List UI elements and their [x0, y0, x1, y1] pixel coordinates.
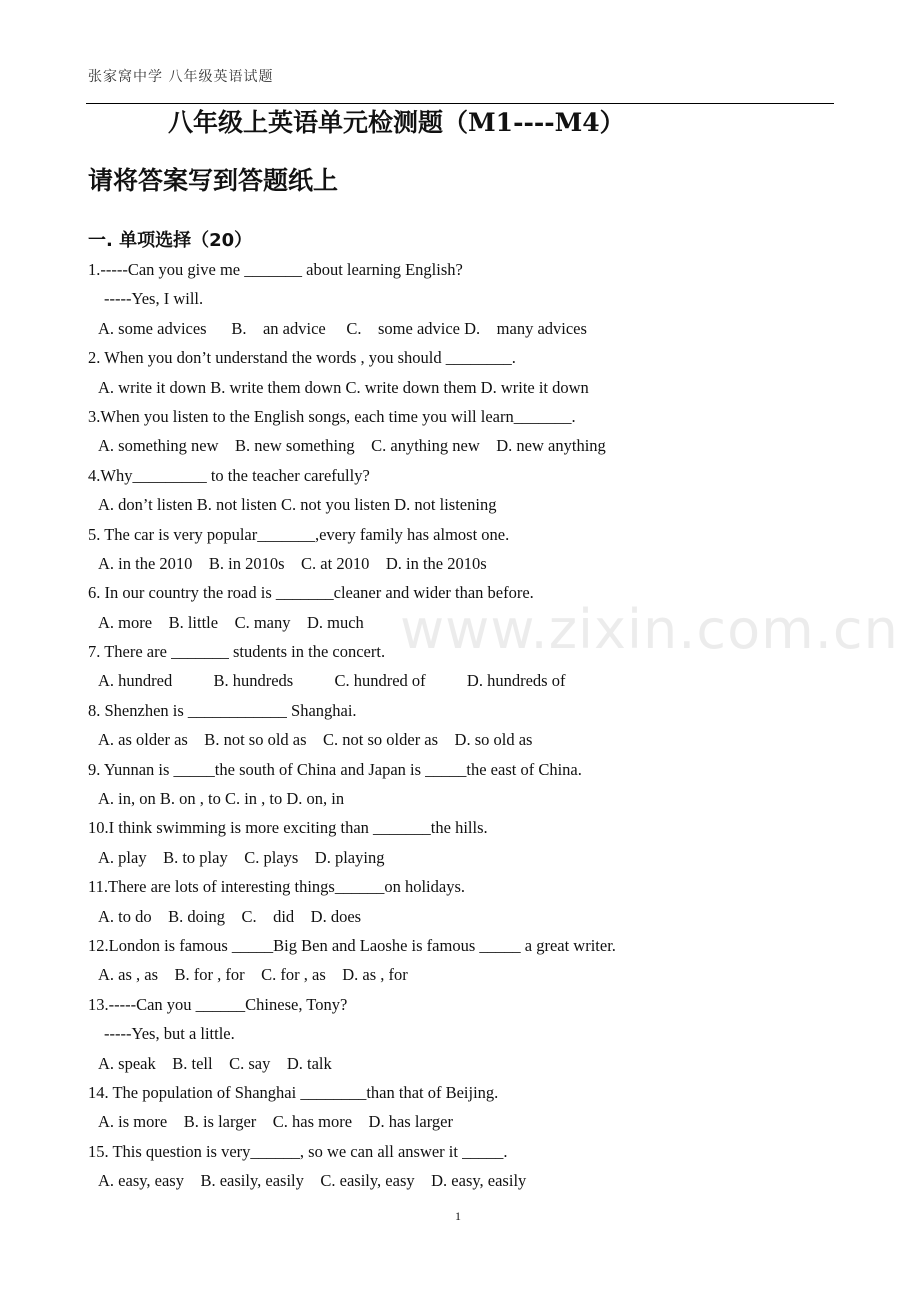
- question-text: 9. Yunnan is _____the south of China and Japan is _____the east of China.: [88, 759, 582, 779]
- answer-options: A. as older as B. not so old as C. not so older as D. so old as: [98, 730, 533, 750]
- question-text: 2. When you don’t understand the words , you should ________.: [88, 348, 516, 368]
- question-text: 6. In our country the road is _______cleaner and wider than before.: [88, 583, 534, 603]
- question-text: 4.Why_________ to the teacher carefully?: [88, 465, 370, 485]
- question-list: [88, 255, 848, 1196]
- answer-options: A. some advices B. an advice C. some advice D. many advices: [98, 318, 587, 338]
- answer-options: A. as , as B. for , for C. for , as D. as , for: [98, 965, 408, 985]
- question-text: 13.-----Can you ______Chinese, Tony?: [88, 994, 348, 1014]
- question-text: 5. The car is very popular_______,every family has almost one.: [88, 524, 510, 544]
- question-text: 1.-----Can you give me _______ about learning English?: [88, 260, 463, 279]
- question-text: 10.I think swimming is more exciting than _______the hills.: [88, 818, 488, 838]
- page-header: 张家窝中学 八年级英语试题: [88, 69, 274, 85]
- answer-options: A. is more B. is larger C. has more D. has larger: [98, 1112, 453, 1132]
- page-title: 八年级上英语单元检测题（M1----M4）: [168, 108, 625, 137]
- question-text: 14. The population of Shanghai ________than that of Beijing.: [88, 1082, 499, 1102]
- question-text: 8. Shenzhen is ____________ Shanghai.: [88, 700, 357, 720]
- watermark: www.zixin.com.cn: [400, 598, 899, 661]
- question-text: 7. There are _______ students in the concert.: [88, 642, 386, 662]
- answer-options: A. more B. little C. many D. much: [98, 612, 364, 632]
- question-text: 3.When you listen to the English songs, each time you will learn_______.: [88, 406, 576, 426]
- answer-options: A. speak B. tell C. say D. talk: [98, 1053, 332, 1073]
- page-number: 1: [455, 1209, 461, 1223]
- answer-options: A. in, on B. on , to C. in , to D. on, in: [98, 789, 345, 809]
- answer-options: A. hundred B. hundreds C. hundred of D. hundreds of: [98, 671, 566, 691]
- section-heading: 一. 单项选择（20）: [88, 230, 253, 251]
- answer-instruction: 请将答案写到答题纸上: [88, 166, 339, 195]
- question-text: 11.There are lots of interesting things______on holidays.: [88, 877, 465, 897]
- answer-options: A. to do B. doing C. did D. does: [98, 906, 362, 926]
- answer-options: A. something new B. new something C. anything new D. new anything: [98, 436, 606, 456]
- dialogue-response: -----Yes, but a little.: [104, 1024, 235, 1044]
- question-text: 12.London is famous _____Big Ben and Laoshe is famous _____ a great writer.: [88, 935, 616, 955]
- answer-options: A. write it down B. write them down C. write down them D. write it down: [98, 377, 589, 397]
- dialogue-response: -----Yes, I will.: [104, 289, 204, 309]
- answer-options: A. play B. to play C. plays D. playing: [98, 847, 385, 867]
- question-text: 15. This question is very______, so we can all answer it _____.: [88, 1141, 508, 1161]
- answer-options: A. easy, easy B. easily, easily C. easily, easy D. easy, easily: [98, 1171, 527, 1191]
- answer-options: A. don’t listen B. not listen C. not you listen D. not listening: [98, 495, 497, 515]
- answer-options: A. in the 2010 B. in 2010s C. at 2010 D. in the 2010s: [98, 553, 487, 573]
